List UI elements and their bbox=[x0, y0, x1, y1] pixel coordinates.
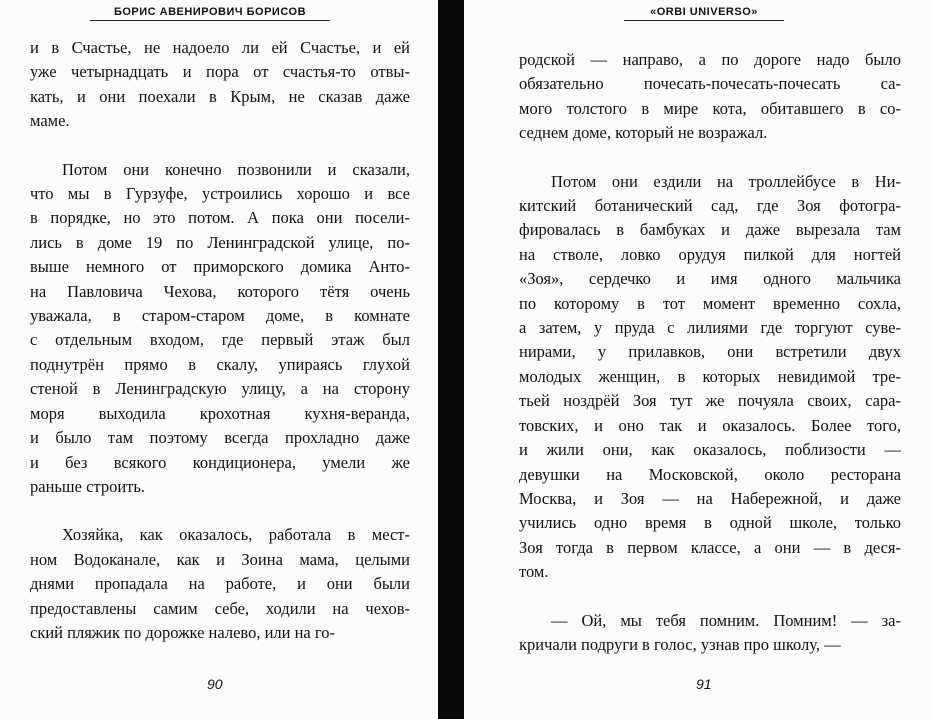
text-line: кать, и они поехали в Крым, не сказав даже bbox=[30, 86, 410, 106]
text-line: седнем доме, который не возражал. bbox=[519, 123, 768, 143]
paragraph bbox=[30, 158, 410, 500]
text-line: учились одно время в одной школе, только bbox=[519, 513, 901, 533]
book-gutter bbox=[438, 0, 464, 719]
text-line: предоставлены самим себе, ходили на чехов- bbox=[30, 598, 410, 618]
paragraph bbox=[30, 523, 410, 645]
text-line: уважала, в старом-старом доме, в комнате bbox=[30, 306, 410, 326]
text-line: молодых женщин, в которых невидимой тре- bbox=[519, 366, 901, 386]
text-line: товских, и оно так и оказалось. Более того, bbox=[519, 415, 901, 435]
text-line: моря выходила крохотная кухня-веранда, bbox=[30, 403, 410, 423]
paragraph-gap bbox=[30, 134, 410, 158]
text-line: поднутрён прямо в скалу, упираясь глухой bbox=[30, 354, 410, 374]
text-line: обязательно почесать-почесать-почесать са- bbox=[519, 74, 901, 94]
text-line: что мы в Гурзуфе, устроились хорошо и все bbox=[30, 184, 410, 204]
text-line: том. bbox=[519, 562, 549, 582]
paragraph-gap bbox=[30, 499, 410, 523]
text-line: «Зоя», сердечко и имя одного мальчика bbox=[519, 269, 901, 289]
text-line: раньше строить. bbox=[30, 476, 146, 496]
text-line: Потом они ездили на троллейбусе в Ни- bbox=[551, 171, 901, 191]
text-line: на стволе, ловко орудуя пилкой для ногтей bbox=[519, 244, 901, 264]
text-line: а затем, у пруда с лилиями где торгуют суве- bbox=[519, 318, 901, 338]
paragraph bbox=[30, 36, 410, 134]
left-page-text bbox=[30, 36, 410, 645]
text-line: ном Водоканале, как и Зоина мама, целыми bbox=[30, 549, 410, 569]
text-line: по которому в тот момент временно сохла, bbox=[519, 293, 901, 313]
text-line: и в Счастье, не надоело ли ей Счастье, и ей bbox=[30, 38, 410, 57]
text-line: Хозяйка, как оказалось, работала в мест- bbox=[62, 525, 410, 545]
left-page bbox=[0, 0, 438, 719]
text-line: родской — направо, а по дороге надо было bbox=[519, 50, 901, 69]
text-line: и жили они, как оказалось, поблизости — bbox=[519, 440, 901, 460]
text-line: тьей ноздрёй Зоя тут же почуяла своих, сара- bbox=[519, 391, 901, 411]
text-line: — Ой, мы тебя помним. Помним! — за- bbox=[551, 610, 901, 630]
text-line: фировалась в бамбуках и даже вырезала там bbox=[519, 220, 901, 240]
right-header-rule bbox=[624, 20, 784, 21]
text-line: Потом они конечно позвонили и сказали, bbox=[62, 159, 410, 179]
paragraph-gap bbox=[519, 585, 901, 609]
text-line: китский ботанический сад, где Зоя фотогра- bbox=[519, 196, 901, 216]
right-page-number: 91 bbox=[696, 676, 712, 692]
text-line: Зоя тогда в первом классе, а они — в деся- bbox=[519, 537, 901, 557]
text-line: и без всякого кондиционера, умели же bbox=[30, 452, 410, 472]
left-page-number: 90 bbox=[207, 676, 223, 692]
text-line: маме. bbox=[30, 111, 70, 131]
paragraph-gap bbox=[519, 146, 901, 170]
text-line: кричали подруги в голос, узнав про школу, — bbox=[519, 634, 841, 654]
text-line: и было там поэтому всегда прохладно даже bbox=[30, 428, 410, 448]
paragraph bbox=[519, 48, 901, 146]
text-line: днями пропадала на работе, и они были bbox=[30, 574, 410, 594]
paragraph bbox=[519, 170, 901, 585]
text-line: Москва, и Зоя — на Набережной, и даже bbox=[519, 488, 901, 508]
right-header-text: «ORBI UNIVERSO» bbox=[650, 6, 758, 18]
text-line: мого толстого в мире кота, обитавшего в со- bbox=[519, 98, 901, 118]
text-line: нирами, у прилавков, они встретили двух bbox=[519, 342, 901, 362]
text-line: на Павловича Чехова, которого тётя очень bbox=[30, 281, 410, 301]
text-line: с отдельным входом, где первый этаж был bbox=[30, 330, 410, 350]
text-line: в порядке, но это потом. А пока они посели- bbox=[30, 208, 410, 228]
right-page-text bbox=[519, 48, 901, 657]
right-page bbox=[464, 0, 932, 719]
text-line: уже четырнадцать и пора от счастья-то отвы- bbox=[30, 62, 410, 82]
left-header-text: БОРИС АВЕНИРОВИЧ БОРИСОВ bbox=[113, 6, 307, 18]
text-line: лись в доме 19 по Ленинградской улице, по- bbox=[30, 232, 410, 252]
text-line: ский пляжик по дорожке налево, или на го- bbox=[30, 622, 335, 642]
text-line: выше немного от приморского домика Анто- bbox=[30, 257, 410, 277]
left-header-rule bbox=[90, 20, 330, 21]
paragraph bbox=[519, 609, 901, 658]
text-line: девушки на Московской, около ресторана bbox=[519, 464, 901, 484]
text-line: стеной в Ленинградскую улицу, а на сторону bbox=[30, 379, 410, 399]
left-running-header bbox=[90, 6, 330, 21]
right-running-header bbox=[624, 6, 784, 21]
